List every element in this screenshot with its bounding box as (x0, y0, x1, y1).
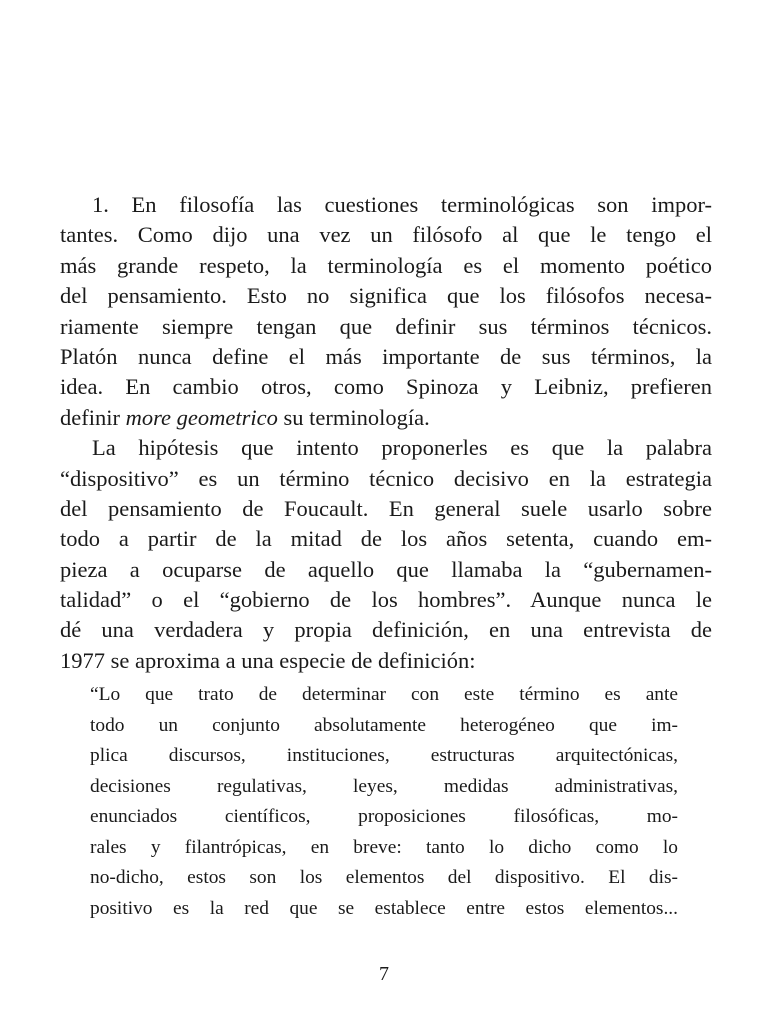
paragraph-1-line-4: del pensamiento. Esto no significa que los filósofos necesa- (60, 283, 712, 309)
paragraph-1-line-1: 1. En filosofía las cuestiones terminológicas son impor- (92, 192, 712, 217)
quote-line-5: enunciados científicos, proposiciones filosóficas, mo- (90, 806, 678, 827)
quote-line-4: decisiones regulativas, leyes, medidas administrativas, (90, 775, 678, 797)
italic-phrase: more geometrico (125, 404, 278, 430)
paragraph-2-line-6: talidad” o el “gobierno de los hombres”. Aunque nunca le (60, 587, 712, 613)
paragraph-2-line-4: todo a partir de la mitad de los años setenta, cuando em- (60, 526, 712, 552)
quote-line-1: “Lo que trato de determinar con este término es ante (90, 684, 678, 705)
paragraph-1-line-8 (60, 403, 712, 433)
block-quote (90, 680, 678, 924)
paragraph-1-line-6: Platón nunca define el más importante de sus términos, la (60, 343, 712, 369)
paragraph-2-line-2: “dispositivo” es un término técnico decisivo en la estrategia (60, 465, 712, 491)
paragraph-2-line-8: 1977 se aproxima a una especie de definición: (60, 647, 476, 673)
quote-line-6: rales y filantrópicas, en breve: tanto lo dicho como lo (90, 836, 678, 858)
paragraph-1-last-after: su terminología. (277, 404, 430, 430)
paragraph-1-line-5: riamente siempre tengan que definir sus términos técnicos. (60, 313, 712, 339)
quote-line-3: plica discursos, instituciones, estructuras arquitectónicas, (90, 745, 678, 766)
quote-line-2: todo un conjunto absolutamente heterogéneo que im- (90, 714, 678, 736)
paragraph-2-line-3: del pensamiento de Foucault. En general suele usarlo sobre (60, 495, 712, 521)
paragraph-1-line-2: tantes. Como dijo una vez un filósofo al que le tengo el (60, 222, 712, 248)
page-number: 7 (379, 963, 389, 985)
paragraph-1-line-3: más grande respeto, la terminología es el momento poético (60, 252, 712, 278)
paragraph-1-line-7: idea. En cambio otros, como Spinoza y Leibniz, prefieren (60, 374, 712, 400)
body-text (60, 190, 712, 676)
paragraph-2-line-5: pieza a ocuparse de aquello que llamaba la “gubernamen- (60, 556, 712, 582)
paragraph-2-line-7: dé una verdadera y propia definición, en una entrevista de (60, 617, 712, 643)
paragraph-2-line-1: La hipótesis que intento proponerles es que la palabra (92, 435, 712, 461)
quote-line-7: no-dicho, estos son los elementos del dispositivo. El dis- (90, 867, 678, 888)
paragraph-1-last-before: definir (60, 404, 126, 430)
quote-line-8: positivo es la red que se establece entre estos elementos... (90, 897, 678, 919)
